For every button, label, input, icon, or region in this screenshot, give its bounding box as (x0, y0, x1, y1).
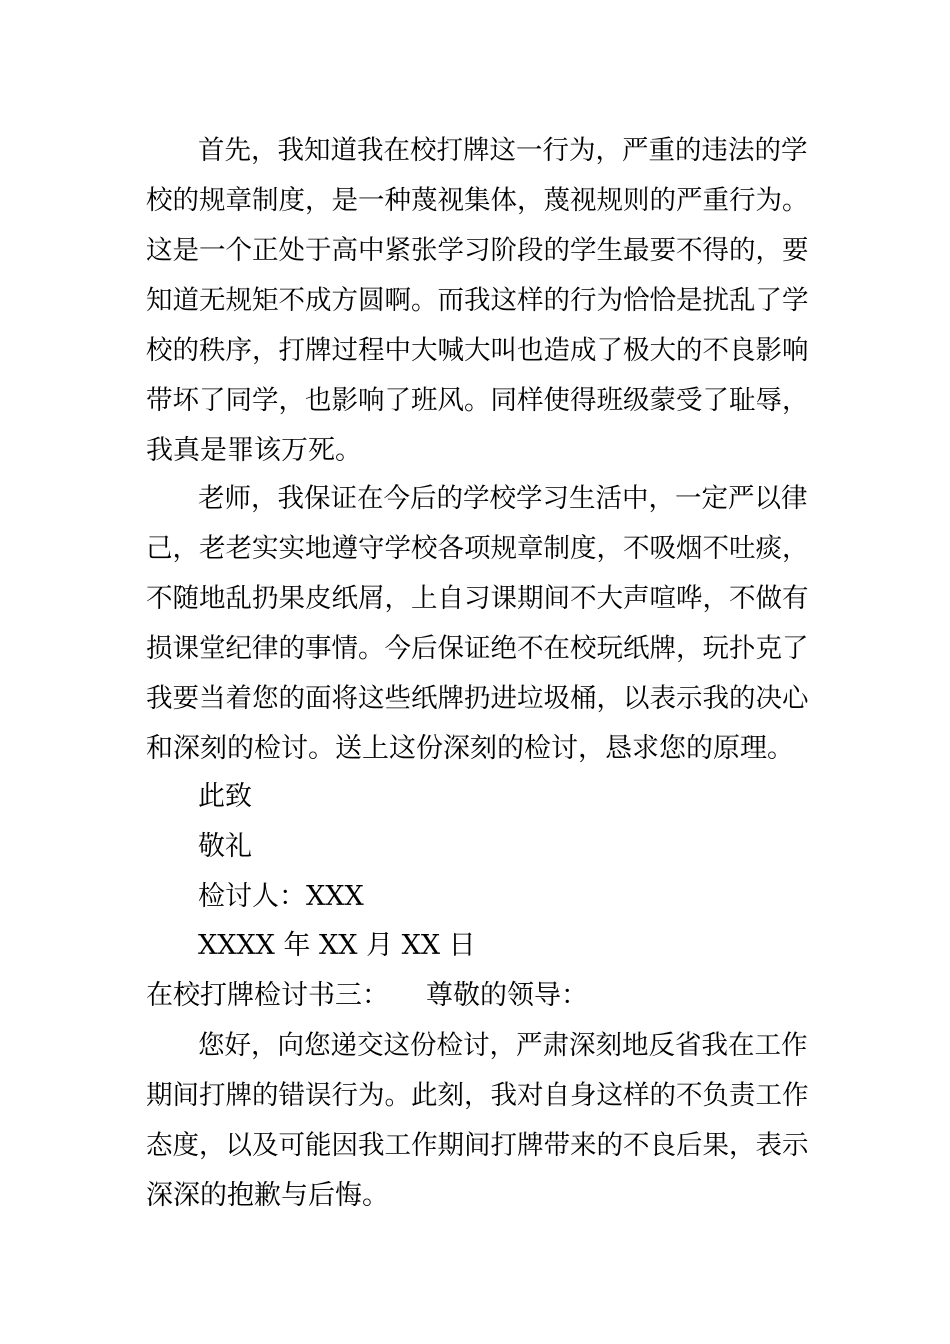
paragraph-line: 校的规章制度，是一种蔑视集体，蔑视规则的严重行为。 (146, 185, 809, 216)
paragraph-line: 损课堂纪律的事情。今后保证绝不在校玩纸牌，玩扑克了 (146, 633, 809, 664)
date-line: XXXX 年 XX 月 XX 日 (198, 930, 476, 961)
paragraph-line: 您好，向您递交这份检讨，严肃深刻地反省我在工作 (198, 1030, 808, 1061)
paragraph-line: 深深的抱歉与后悔。 (146, 1180, 389, 1211)
signer-line: 检讨人：XXX (198, 881, 364, 912)
paragraph-line: 我真是罪该万死。 (146, 435, 362, 466)
paragraph-promise (146, 474, 810, 774)
paragraph-line: 老师，我保证在今后的学校学习生活中，一定严以律 (198, 483, 808, 514)
paragraph-line: 和深刻的检讨。送上这份深刻的检讨，恳求您的原理。 (146, 733, 794, 764)
closing-jing-li: 敬礼 (198, 831, 252, 862)
paragraph-school-rules (146, 126, 810, 476)
paragraph-line: 不随地乱扔果皮纸屑，上自习课期间不大声喧哗，不做有 (146, 583, 809, 614)
paragraph-apology (146, 1021, 810, 1221)
paragraph-line: 己，老老实实地遵守学校各项规章制度，不吸烟不吐痰， (146, 533, 809, 564)
section-three-title: 在校打牌检讨书三： (146, 980, 389, 1011)
paragraph-line: 这是一个正处于高中紧张学习阶段的学生最要不得的，要 (146, 235, 809, 266)
paragraph-line: 态度，以及可能因我工作期间打牌带来的不良后果，表示 (146, 1130, 809, 1161)
closing-ci-zhi: 此致 (198, 781, 252, 812)
paragraph-line: 校的秩序，打牌过程中大喊大叫也造成了极大的不良影响 (146, 335, 809, 366)
paragraph-line: 期间打牌的错误行为。此刻，我对自身这样的不负责工作 (146, 1080, 809, 1111)
section-three-greeting: 尊敬的领导： (426, 980, 588, 1011)
paragraph-line: 带坏了同学，也影响了班风。同样使得班级蒙受了耻辱， (146, 385, 809, 416)
paragraph-line: 知道无规矩不成方圆啊。而我这样的行为恰恰是扰乱了学 (146, 285, 809, 316)
paragraph-line: 我要当着您的面将这些纸牌扔进垃圾桶，以表示我的决心 (146, 683, 809, 714)
paragraph-line: 首先，我知道我在校打牌这一行为，严重的违法的学 (198, 135, 808, 166)
section-three-heading (146, 971, 810, 1021)
